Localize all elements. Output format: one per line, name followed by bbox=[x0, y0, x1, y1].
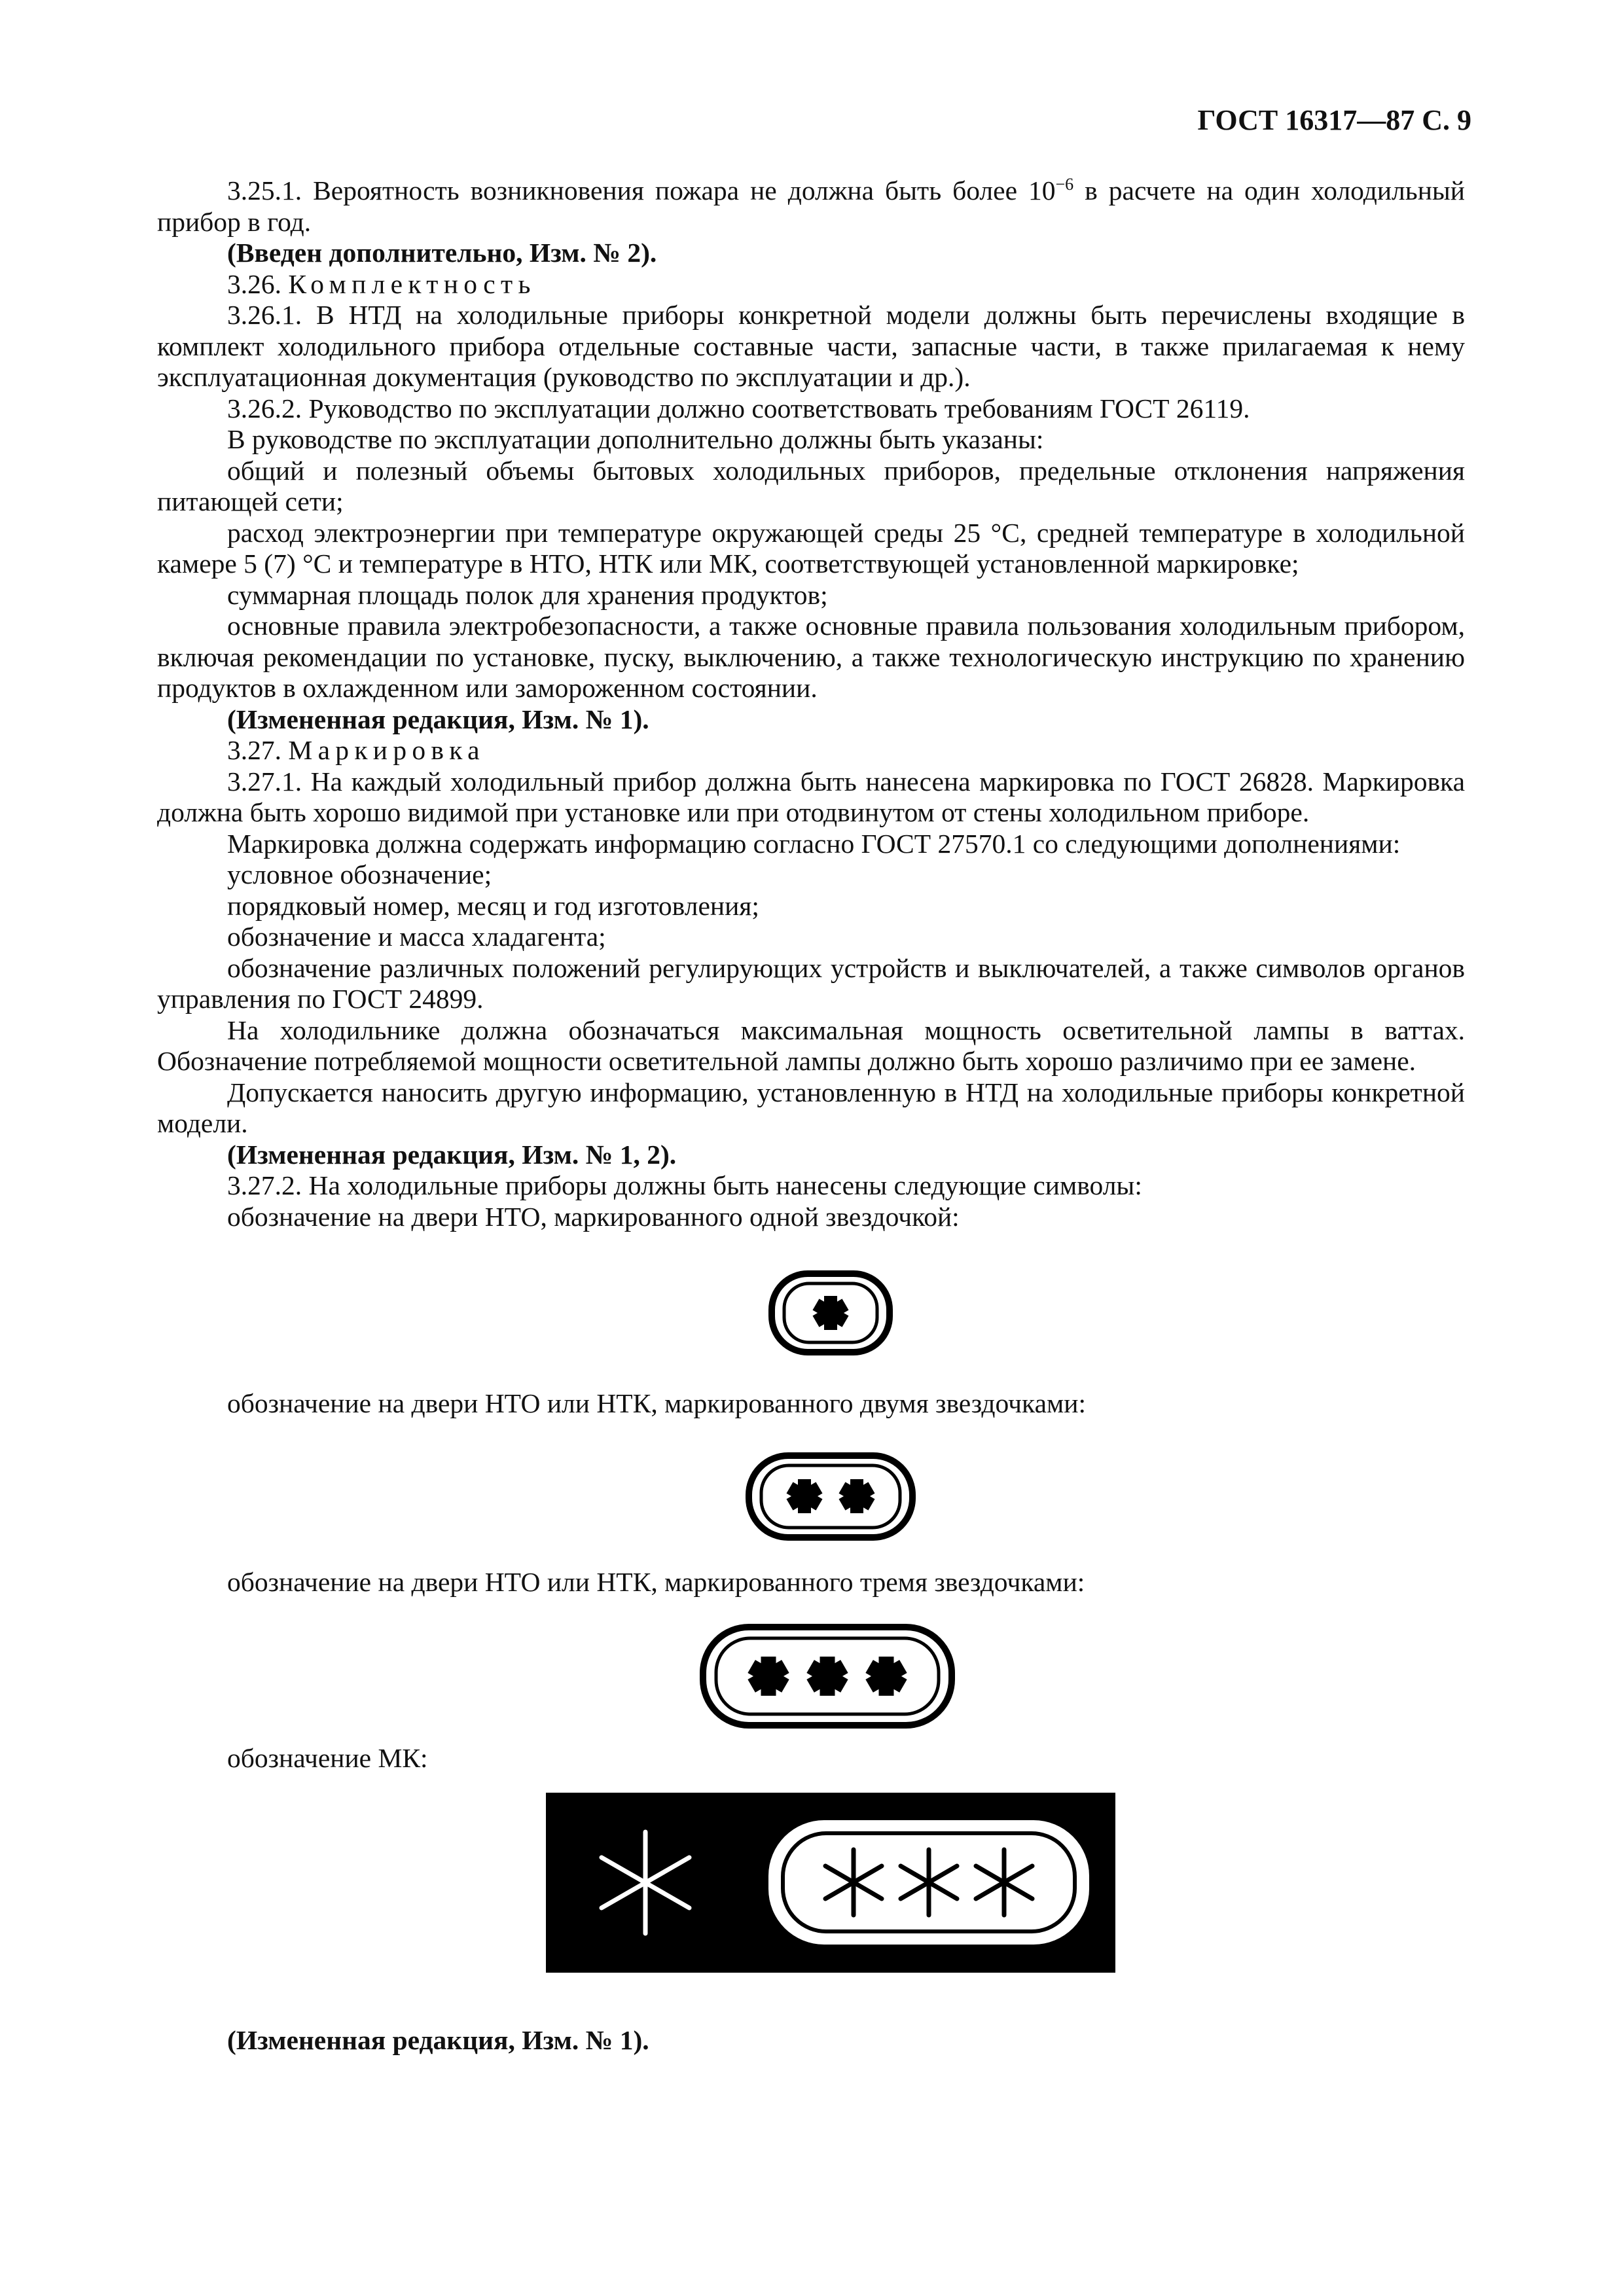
paragraph-3-27-2: 3.27.2. На холодильные приборы должны быть нанесены следующие символы: bbox=[227, 1170, 1142, 1200]
paragraph-3-26-1: 3.26.1. В НТД на холодильные приборы конкретной модели должны быть перечислены входящие в комплект холодильного прибора отдельные составные части, запасные части, в также прилагаемая к нему эксплуатационная документация (руководство по эксплуатации и др.). bbox=[157, 300, 1465, 392]
list-item-designation: условное обозначение; bbox=[227, 859, 492, 889]
caption-three-star: обозначение на двери НТО или НТК, маркированного тремя звездочками: bbox=[227, 1566, 1085, 1597]
caption-one-star: обозначение на двери НТО, маркированного одной звездочкой: bbox=[227, 1201, 960, 1232]
amendment-note-2: (Измененная редакция, Изм. № 1). bbox=[227, 704, 649, 734]
caption-two-star: обозначение на двери НТО или НТК, маркированного двумя звездочками: bbox=[227, 1388, 1086, 1418]
paragraph-shelves: суммарная площадь полок для хранения продуктов; bbox=[227, 579, 828, 610]
paragraph-safety: основные правила электробезопасности, а также основные правила пользования холодильным прибором, включая рекомендации по установке, пуску, выключению, а также технологическую инструкцию по хранению продуктов в охлажденном или замороженном состоянии. bbox=[157, 611, 1465, 703]
section-title: Комплектность bbox=[288, 268, 536, 299]
amendment-note-4: (Измененная редакция, Изм. № 1). bbox=[227, 2024, 649, 2055]
section-number: 3.27. bbox=[227, 735, 289, 765]
amendment-note-3: (Измененная редакция, Изм. № 1, 2). bbox=[227, 1139, 677, 1170]
paragraph-manual-intro: В руководстве по эксплуатации дополнительно должны быть указаны: bbox=[227, 424, 1044, 454]
symbol-mk-row bbox=[196, 1793, 1465, 1973]
paragraph-energy: расход электроэнергии при температуре окружающей среды 25 °С, средней температуре в холодильной камере 5 (7) °С и температуре в НТО, НТК или МК, соответствующей установленной маркировке; bbox=[157, 517, 1465, 579]
symbol-three-star-row bbox=[190, 1624, 1465, 1729]
paragraph-3-25-1 bbox=[157, 175, 1465, 238]
freezer-mk-icon bbox=[546, 1793, 1115, 1973]
symbol-two-star-row bbox=[196, 1452, 1465, 1541]
p1-superscript: −6 bbox=[1055, 175, 1074, 194]
document-body bbox=[157, 175, 1465, 2056]
caption-mk: обозначение МК: bbox=[227, 1743, 428, 1773]
amendment-note-1: (Введен дополнительно, Изм. № 2). bbox=[227, 238, 657, 268]
symbol-one-star-row bbox=[196, 1270, 1465, 1355]
paragraph-marking-info: Маркировка должна содержать информацию согласно ГОСТ 27570.1 со следующими дополнениями: bbox=[227, 828, 1401, 859]
paragraph-volumes: общий и полезный объемы бытовых холодильных приборов, предельные отклонения напряжения питающей сети; bbox=[157, 455, 1465, 516]
section-number: 3.26. bbox=[227, 268, 289, 299]
section-title: Маркировка bbox=[288, 735, 485, 765]
list-item-refrigerant: обозначение и масса хладагента; bbox=[227, 922, 606, 952]
page-header: ГОСТ 16317—87 С. 9 bbox=[1197, 104, 1471, 136]
list-item-serial: порядковый номер, месяц и год изготовления; bbox=[227, 890, 759, 921]
star-1-icon bbox=[768, 1270, 893, 1355]
p1-text-a: 3.25.1. Вероятность возникновения пожара не должна быть более 10 bbox=[227, 175, 1056, 206]
paragraph-3-27-1: 3.27.1. На каждый холодильный прибор должна быть нанесена маркировка по ГОСТ 26828. Маркировка должна быть хорошо видимой при установке или при отодвинутом от стены холодильном приборе. bbox=[157, 766, 1465, 827]
section-3-27-heading bbox=[157, 735, 1465, 766]
paragraph-other-info: Допускается наносить другую информацию, установленную в НТД на холодильные приборы конкретной модели. bbox=[157, 1077, 1465, 1138]
p1-text-b: в расчете на один холодильный прибор в год. bbox=[157, 175, 1465, 237]
paragraph-lamp: На холодильнике должна обозначаться максимальная мощность осветительной лампы в ваттах. Обозначение потребляемой мощности осветительной лампы должно быть хорошо различимо при ее замене. bbox=[157, 1014, 1465, 1076]
star-3-icon bbox=[700, 1624, 955, 1729]
section-3-26-heading bbox=[157, 269, 1465, 300]
list-item-controls: обозначение различных положений регулирующих устройств и выключателей, а также символов органов управления по ГОСТ 24899. bbox=[157, 952, 1465, 1014]
star-2-icon bbox=[746, 1452, 916, 1541]
paragraph-3-26-2: 3.26.2. Руководство по эксплуатации должно соответствовать требованиям ГОСТ 26119. bbox=[227, 393, 1250, 423]
